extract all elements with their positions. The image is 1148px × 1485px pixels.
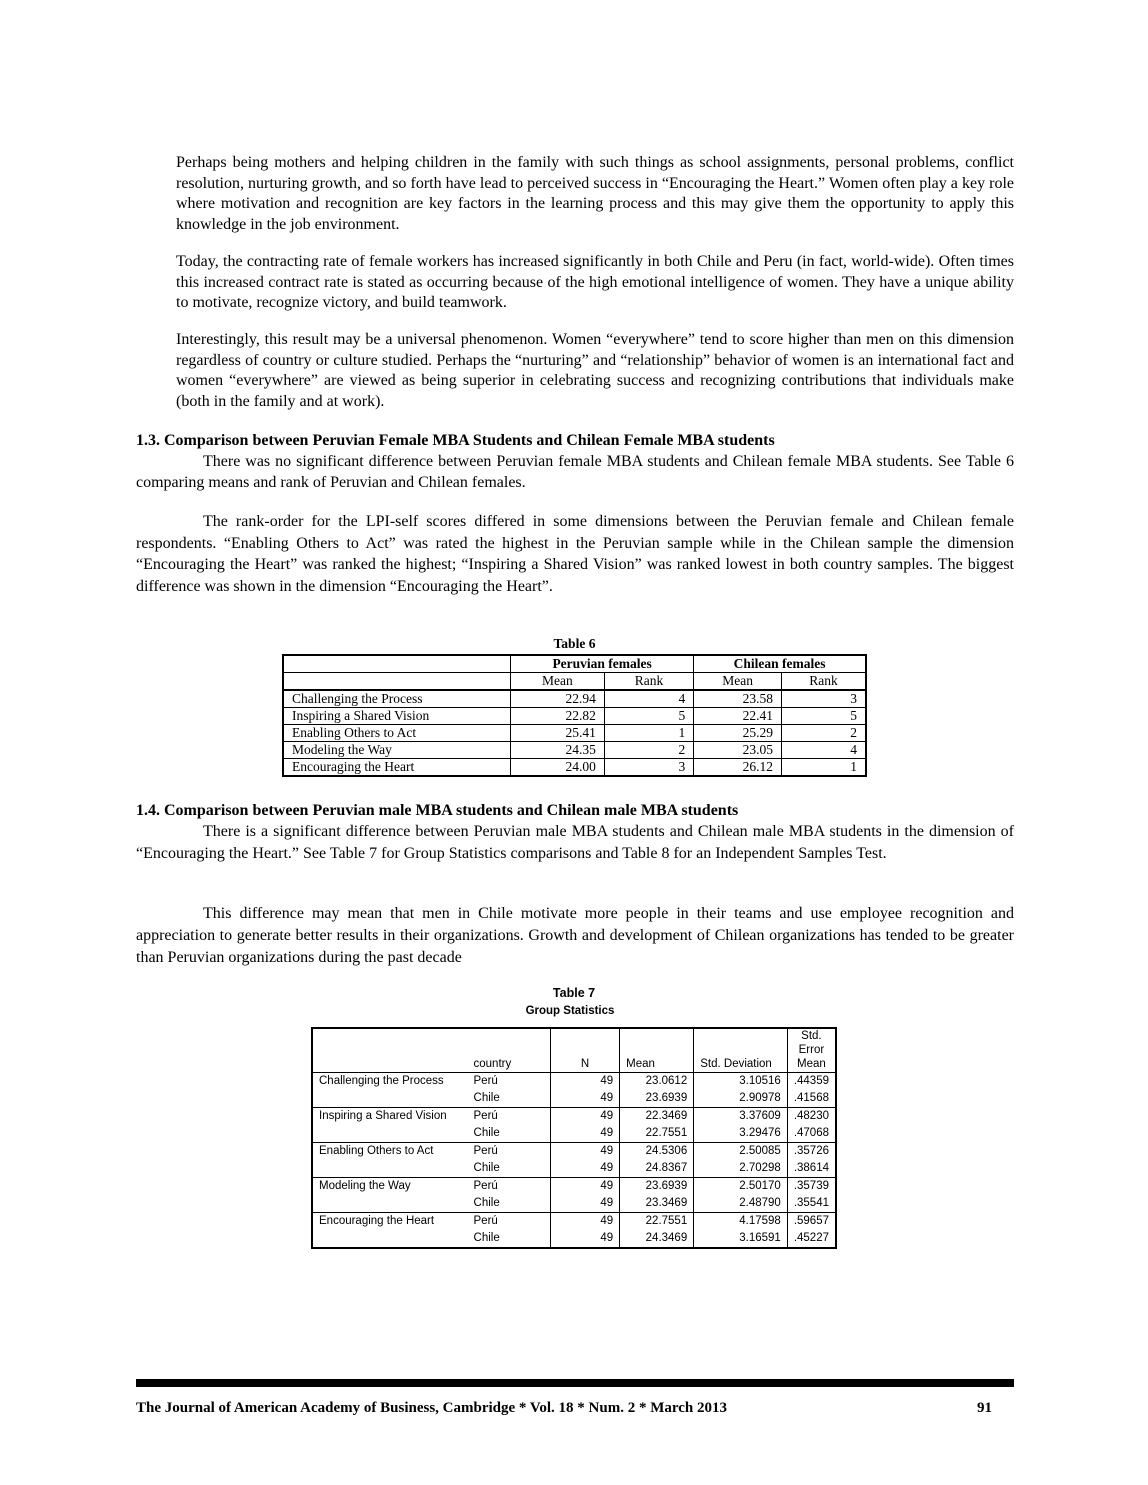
table-7-subtitle: Group Statistics — [525, 1005, 615, 1017]
cell-chile-mean: 23.05 — [694, 742, 782, 759]
dimension-label: Inspiring a Shared Vision — [312, 1108, 468, 1143]
cell-sd: 3.29476 — [694, 1125, 788, 1143]
country-label: Chile — [473, 1162, 500, 1174]
country-label: Perú — [468, 1073, 551, 1091]
table-6-group-header — [283, 655, 866, 673]
cell-mean: 24.5306 — [620, 1143, 694, 1161]
cell-mean: 23.6939 — [620, 1178, 694, 1196]
se-line-2: Mean — [797, 1058, 826, 1070]
country-label: Perú — [468, 1143, 551, 1161]
cell-mean: 23.0612 — [620, 1073, 694, 1091]
cell-n: 49 — [551, 1125, 620, 1143]
section-1-3-para-1-block — [136, 452, 1014, 493]
row-label: Encouraging the Heart — [283, 759, 511, 777]
table-7-col-country: country — [468, 1028, 551, 1073]
table-6-column-header — [283, 673, 866, 691]
table-row — [312, 1213, 836, 1231]
section-1-3-heading: 1.3. Comparison between Peruvian Female MBA Students and Chilean Female MBA students — [136, 432, 775, 449]
row-label: Challenging the Process — [283, 690, 511, 708]
country-label: Perú — [468, 1178, 551, 1196]
cell-se: .44359 — [787, 1073, 836, 1091]
page-number: 91 — [977, 1400, 992, 1416]
table-row — [312, 1108, 836, 1126]
table-6-col-rank: Rank — [604, 673, 693, 691]
table-6-col-mean: Mean — [511, 673, 605, 691]
cell-mean: 24.8367 — [620, 1160, 694, 1178]
table-row — [283, 725, 866, 742]
cell-mean: 24.3469 — [620, 1230, 694, 1248]
cell-sd: 2.48790 — [694, 1195, 788, 1213]
paragraph-top-3: Interestingly, this result may be a universal phenomenon. Women “everywhere” tend to score higher than men on this dimension regardless of country or culture studied. Perhaps the “nurturing” and “relationship” behavior of women is an international fact and women “everywhere” are viewed as being superior in celebrating success and recognizing contributions that individuals make (both in the family and at work). — [176, 331, 1014, 410]
table-7-header-row — [312, 1028, 836, 1073]
section-1-3-para-1: There was no significant difference between Peruvian female MBA students and Chilean female MBA students. See Table 6 comparing means and rank of Peruvian and Chilean females. — [136, 453, 1014, 491]
row-label: Enabling Others to Act — [283, 725, 511, 742]
cell-chile-rank: 1 — [781, 759, 866, 777]
table-7-col-se — [787, 1028, 836, 1073]
cell-se: .47068 — [787, 1125, 836, 1143]
cell-peru-rank: 5 — [604, 708, 693, 725]
cell-n: 49 — [551, 1213, 620, 1231]
cell-peru-rank: 4 — [604, 690, 693, 708]
row-label: Modeling the Way — [283, 742, 511, 759]
section-1-4-para-1: There is a significant difference between Peruvian male MBA students and Chilean male MBA students in the dimension of “Encouraging the Heart.” See Table 7 for Group Statistics comparisons and Table 8 for an Independent Samples Test. — [136, 823, 1014, 862]
cell-mean: 23.6939 — [620, 1090, 694, 1108]
cell-se: .59657 — [787, 1213, 836, 1231]
table-6-blank-cell — [283, 673, 511, 691]
cell-mean: 22.3469 — [620, 1108, 694, 1126]
cell-sd: 3.37609 — [694, 1108, 788, 1126]
footer — [136, 1400, 992, 1417]
cell-n: 49 — [551, 1160, 620, 1178]
cell-peru-mean: 24.35 — [511, 742, 605, 759]
cell-se: .48230 — [787, 1108, 836, 1126]
dimension-label: Modeling the Way — [312, 1178, 468, 1213]
cell-chile-rank: 3 — [781, 690, 866, 708]
paragraph-top-3-block — [176, 330, 1014, 412]
table-6-group-chilean: Chilean females — [694, 655, 866, 673]
cell-peru-mean: 24.00 — [511, 759, 605, 777]
table-7-col-n: N — [551, 1028, 620, 1073]
cell-peru-mean: 25.41 — [511, 725, 605, 742]
cell-se: .45227 — [787, 1230, 836, 1248]
cell-peru-mean: 22.94 — [511, 690, 605, 708]
cell-peru-mean: 22.82 — [511, 708, 605, 725]
cell-chile-rank: 2 — [781, 725, 866, 742]
dimension-label: Enabling Others to Act — [312, 1143, 468, 1178]
cell-n: 49 — [551, 1230, 620, 1248]
cell-mean: 22.7551 — [620, 1213, 694, 1231]
table-row — [312, 1073, 836, 1091]
table-row — [283, 742, 866, 759]
cell-peru-rank: 3 — [604, 759, 693, 777]
row-label: Inspiring a Shared Vision — [283, 708, 511, 725]
cell-chile-rank: 5 — [781, 708, 866, 725]
cell-n: 49 — [551, 1108, 620, 1126]
table-row — [283, 690, 866, 708]
cell-chile-rank: 4 — [781, 742, 866, 759]
cell-se: .35739 — [787, 1178, 836, 1196]
table-row — [283, 708, 866, 725]
footer-rule — [136, 1379, 1014, 1387]
cell-sd: 2.50170 — [694, 1178, 788, 1196]
table-7-col-mean: Mean — [620, 1028, 694, 1073]
section-1-4-heading: 1.4. Comparison between Peruvian male MBA students and Chilean male MBA students — [136, 802, 739, 819]
se-line-1: Std. Error — [798, 1030, 825, 1056]
cell-chile-mean: 22.41 — [694, 708, 782, 725]
table-6-caption: Table 6 — [553, 636, 596, 651]
dimension-label: Encouraging the Heart — [312, 1213, 468, 1249]
table-7 — [311, 1027, 837, 1249]
cell-sd: 4.17598 — [694, 1213, 788, 1231]
cell-se: .35541 — [787, 1195, 836, 1213]
cell-n: 49 — [551, 1073, 620, 1091]
cell-n: 49 — [551, 1178, 620, 1196]
cell-n: 49 — [551, 1143, 620, 1161]
cell-mean: 23.3469 — [620, 1195, 694, 1213]
footer-journal: The Journal of American Academy of Business, Cambridge * Vol. 18 * Num. 2 * March 2013 — [136, 1400, 727, 1416]
table-7-blank-cell — [312, 1028, 468, 1073]
table-row — [283, 759, 866, 777]
cell-mean: 22.7551 — [620, 1125, 694, 1143]
cell-peru-rank: 1 — [604, 725, 693, 742]
cell-se: .41568 — [787, 1090, 836, 1108]
table-6-blank-cell — [283, 655, 511, 673]
paragraph-top-2-block — [176, 252, 1014, 314]
section-1-3-para-2: The rank-order for the LPI-self scores differed in some dimensions between the Peruvian female and Chilean female respondents. “Enabling Others to Act” was rated the highest in the Peruvian sample while in the Chilean sample the dimension “Encouraging the Heart” was ranked the highest; “Inspiring a Shared Vision” was ranked lowest in both country samples. The biggest difference was shown in the dimension “Encouraging the Heart”. — [136, 513, 1014, 595]
section-1-4-para-2: This difference may mean that men in Chile motivate more people in their teams and use employee recognition and appreciation to generate better results in their organizations. Growth and development of Chilean organizations has tended to be greater than Peruvian organizations during the past decade — [136, 905, 1014, 966]
table-7-caption: Table 7 — [552, 986, 596, 1000]
cell-sd: 3.16591 — [694, 1230, 788, 1248]
cell-chile-mean: 26.12 — [694, 759, 782, 777]
country-label: Chile — [473, 1092, 500, 1104]
table-row — [312, 1178, 836, 1196]
cell-chile-mean: 25.29 — [694, 725, 782, 742]
cell-peru-rank: 2 — [604, 742, 693, 759]
cell-sd: 3.10516 — [694, 1073, 788, 1091]
paragraph-top-1-block — [176, 153, 1014, 235]
country-label: Chile — [473, 1197, 500, 1209]
country-label: Chile — [473, 1127, 500, 1139]
table-6-group-peruvian: Peruvian females — [511, 655, 694, 673]
table-6-col-mean: Mean — [694, 673, 782, 691]
cell-n: 49 — [551, 1195, 620, 1213]
country-label: Chile — [473, 1232, 500, 1244]
section-1-4-para-1-block — [136, 821, 1014, 865]
table-7-col-sd: Std. Deviation — [694, 1028, 788, 1073]
country-label: Perú — [468, 1108, 551, 1126]
table-6 — [282, 654, 867, 777]
cell-n: 49 — [551, 1090, 620, 1108]
cell-se: .35726 — [787, 1143, 836, 1161]
paragraph-top-2: Today, the contracting rate of female workers has increased significantly in both Chile and Peru (in fact, world-wide). Often times this increased contract rate is stated as occurring because of the high emotional intelligence of women. They have a unique ability to motivate, recognize victory, and build teamwork. — [176, 253, 1014, 311]
cell-sd: 2.50085 — [694, 1143, 788, 1161]
paragraph-top-1: Perhaps being mothers and helping children in the family with such things as school assignments, personal problems, conflict resolution, nurturing growth, and so forth have lead to perceived success in “Encouraging the Heart.” Women often play a key role where motivation and recognition are key factors in the learning process and this may give them the opportunity to apply this knowledge in the job environment. — [176, 154, 1014, 233]
cell-sd: 2.70298 — [694, 1160, 788, 1178]
cell-se: .38614 — [787, 1160, 836, 1178]
cell-chile-mean: 23.58 — [694, 690, 782, 708]
cell-sd: 2.90978 — [694, 1090, 788, 1108]
table-6-col-rank: Rank — [781, 673, 866, 691]
section-1-3-para-2-block — [136, 511, 1014, 597]
country-label: Perú — [468, 1213, 551, 1231]
section-1-4-para-2-block — [136, 903, 1014, 969]
dimension-label: Challenging the Process — [312, 1073, 468, 1108]
table-row — [312, 1143, 836, 1161]
